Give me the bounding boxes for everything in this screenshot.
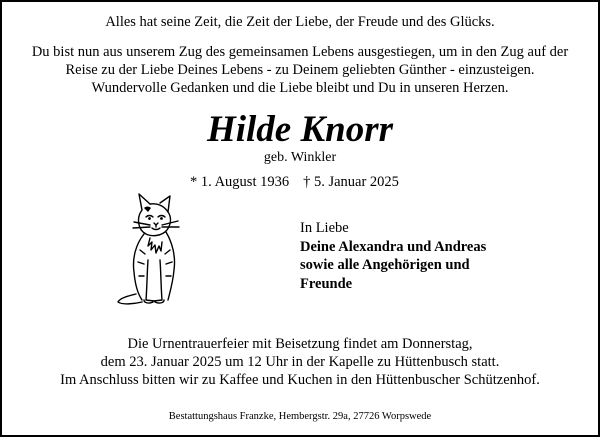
birth-date: * 1. August 1936 bbox=[190, 174, 290, 190]
mourners-line-3: Freunde bbox=[300, 275, 353, 292]
funeral-home-footer: Bestattungshaus Franzke, Hembergstr. 29a, 27726 Worpswede bbox=[168, 411, 432, 422]
death-date: † 5. Januar 2025 bbox=[303, 174, 399, 190]
mourners-line-2: sowie alle Angehörigen und bbox=[300, 257, 470, 273]
ceremony-line-1: Die Urnentrauerfeier mit Beisetzung findet am Donnerstag, bbox=[127, 336, 473, 352]
motto-text: Alles hat seine Zeit, die Zeit der Liebe, der Freude und des Glücks. bbox=[105, 14, 495, 30]
deceased-name: Hilde Knorr bbox=[206, 109, 394, 150]
mourners-block bbox=[300, 219, 486, 293]
birth-name: geb. Winkler bbox=[263, 150, 337, 165]
poem-line-3: Wundervolle Gedanken und die Liebe bleibt und Du in unseren Herzen. bbox=[91, 80, 509, 96]
poem-line-2: Reise zu der Liebe Deines Lebens - zu Deinem geliebten Günther - einzusteigen. bbox=[65, 62, 535, 78]
ceremony-line-3: Im Anschluss bitten wir zu Kaffee und Kuchen in den Hüttenbuscher Schützenhof. bbox=[60, 372, 540, 388]
life-dates bbox=[190, 173, 399, 191]
mourners-intro: In Liebe bbox=[300, 220, 349, 236]
ceremony-line-2: dem 23. Januar 2025 um 12 Uhr in der Kapelle zu Hüttenbusch statt. bbox=[100, 354, 500, 370]
poem-line-1: Du bist nun aus unserem Zug des gemeinsamen Lebens ausgestiegen, um in den Zug auf der bbox=[31, 44, 569, 60]
sitting-cat-illustration bbox=[114, 190, 190, 308]
mourners-line-1: Deine Alexandra und Andreas bbox=[300, 238, 487, 255]
